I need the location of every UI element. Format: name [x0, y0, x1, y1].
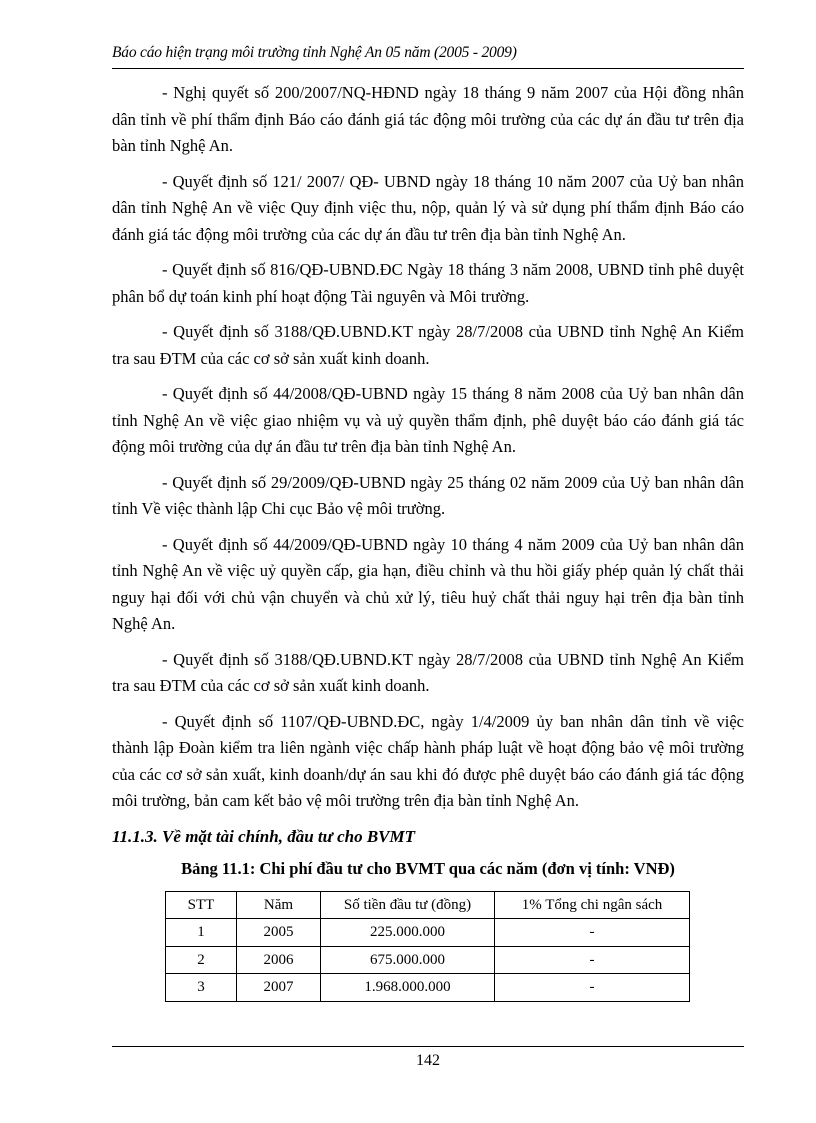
paragraph-2: - Quyết định số 121/ 2007/ QĐ- UBND ngày 18 tháng 10 năm 2007 của Uỷ ban nhân dân tỉnh Nghệ An về việc Quy định việc thu, nộp, quản lý và sử dụng phí thẩm định Báo cáo đánh giá tác động môi trường của các dự án đầu tư trên địa bàn tỉnh Nghệ An.	[112, 171, 744, 244]
cell-stt: 2	[166, 946, 237, 974]
cell-budget: -	[495, 946, 690, 974]
cell-amount: 675.000.000	[321, 946, 495, 974]
col-header-stt: STT	[166, 891, 237, 919]
investment-table	[165, 891, 690, 1002]
table-caption: Bảng 11.1: Chi phí đầu tư cho BVMT qua các năm (đơn vị tính: VNĐ)	[181, 859, 675, 878]
table-header-row	[166, 891, 690, 919]
col-header-amount: Số tiền đầu tư (đồng)	[321, 891, 495, 919]
document-body	[112, 80, 744, 1002]
running-header: Báo cáo hiện trạng môi trường tỉnh Nghệ An 05 năm (2005 - 2009)	[112, 44, 517, 61]
table-row	[166, 946, 690, 974]
paragraph-4: - Quyết định số 3188/QĐ.UBND.KT ngày 28/7/2008 của UBND tỉnh Nghệ An Kiểm tra sau ĐTM của các cơ sở sản xuất kinh doanh.	[112, 322, 744, 368]
page-number: 142	[416, 1052, 440, 1069]
cell-year: 2007	[237, 974, 321, 1002]
table-row	[166, 919, 690, 947]
section-heading: 11.1.3. Về mặt tài chính, đầu tư cho BVMT	[112, 826, 416, 846]
paragraph-5: - Quyết định số 44/2008/QĐ-UBND ngày 15 tháng 8 năm 2008 của Uỷ ban nhân dân tỉnh Nghệ An về việc giao nhiệm vụ và uỷ quyền thẩm định, phê duyệt báo cáo đánh giá tác động môi trường của dự án đầu tư trên địa bàn tỉnh Nghệ An.	[112, 384, 744, 456]
cell-amount: 1.968.000.000	[321, 974, 495, 1002]
cell-year: 2006	[237, 946, 321, 974]
col-header-year: Năm	[237, 891, 321, 919]
cell-stt: 1	[166, 919, 237, 947]
paragraph-3: - Quyết định số 816/QĐ-UBND.ĐC Ngày 18 tháng 3 năm 2008, UBND tỉnh phê duyệt phân bổ dự toán kinh phí hoạt động Tài nguyên và Môi trường.	[112, 260, 744, 306]
footer-rule	[112, 1046, 744, 1047]
cell-amount: 225.000.000	[321, 919, 495, 947]
paragraph-7: - Quyết định số 44/2009/QĐ-UBND ngày 10 tháng 4 năm 2009 của Uỷ ban nhân dân tỉnh Nghệ An về việc uỷ quyền cấp, gia hạn, điều chỉnh và thu hồi giấy phép quản lý chất thải nguy hại đối với chủ vận chuyển và chủ xử lý, tiêu huỷ chất thải nguy hại trên địa bàn tỉnh Nghệ An.	[112, 534, 744, 633]
col-header-budget: 1% Tổng chi ngân sách	[495, 891, 690, 919]
paragraph-9: - Quyết định số 1107/QĐ-UBND.ĐC, ngày 1/4/2009 ủy ban nhân dân tỉnh về việc thành lập Đoàn kiểm tra liên ngành việc chấp hành pháp luật về hoạt động bảo vệ môi trường của các cơ sở sản xuất, kinh doanh/dự án sau khi đó được phê duyệt báo cáo đánh giá tác động môi trường, bản cam kết bảo vệ môi trường trên địa bàn tỉnh Nghệ An.	[112, 711, 744, 810]
paragraph-6: - Quyết định số 29/2009/QĐ-UBND ngày 25 tháng 02 năm 2009 của Uỷ ban nhân dân tỉnh Về việc thành lập Chi cục Bảo vệ môi trường.	[112, 472, 744, 518]
paragraph-8: - Quyết định số 3188/QĐ.UBND.KT ngày 28/7/2008 của UBND tỉnh Nghệ An Kiểm tra sau ĐTM của các cơ sở sản xuất kinh doanh.	[112, 649, 744, 695]
table-row	[166, 974, 690, 1002]
cell-budget: -	[495, 919, 690, 947]
cell-budget: -	[495, 974, 690, 1002]
header-rule	[112, 68, 744, 69]
cell-stt: 3	[166, 974, 237, 1002]
cell-year: 2005	[237, 919, 321, 947]
paragraph-1: - Nghị quyết số 200/2007/NQ-HĐND ngày 18 tháng 9 năm 2007 của Hội đồng nhân dân tỉnh về phí thẩm định Báo cáo đánh giá tác động môi trường của các dự án đầu tư trên địa bàn tỉnh Nghệ An.	[112, 83, 744, 155]
